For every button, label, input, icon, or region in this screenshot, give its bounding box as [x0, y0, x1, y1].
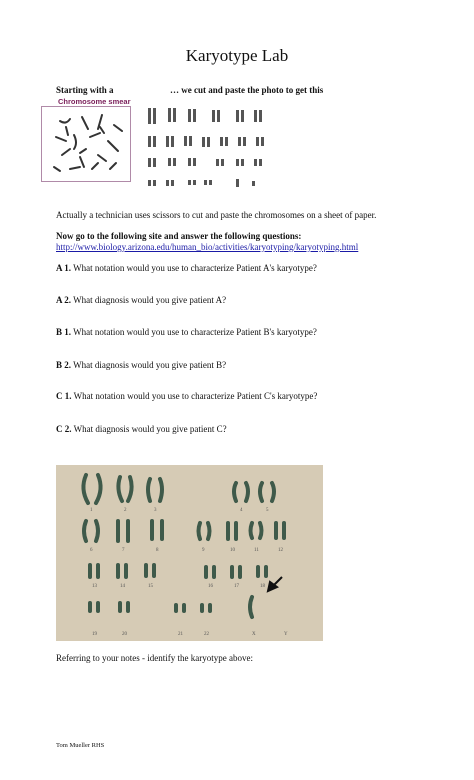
svg-text:6: 6: [90, 548, 93, 553]
svg-text:16: 16: [208, 584, 213, 589]
svg-text:18: 18: [260, 584, 265, 589]
question-text: What notation would you use to characterize Patient A's karyotype?: [73, 263, 317, 273]
intro-right-text: … we cut and paste the photo to get this: [170, 85, 324, 95]
smear-label: Chromosome smear: [58, 97, 131, 106]
intro-left-text: Starting with a: [56, 85, 114, 95]
question-c1: [56, 391, 317, 401]
svg-text:3: 3: [154, 508, 157, 513]
footer-author: Tom Mueller RHS: [56, 742, 105, 749]
svg-text:5: 5: [266, 508, 269, 513]
question-number: B 1.: [56, 327, 72, 337]
question-number: B 2.: [56, 360, 72, 370]
svg-text:7: 7: [122, 548, 125, 553]
question-c2: [56, 424, 227, 434]
svg-text:14: 14: [120, 584, 125, 589]
question-number: C 2.: [56, 424, 72, 434]
svg-text:X: X: [252, 632, 256, 637]
svg-text:13: 13: [92, 584, 97, 589]
svg-text:17: 17: [234, 584, 239, 589]
question-text: What notation would you use to characterize Patient C's karyotype?: [73, 391, 318, 401]
karyotyping-link[interactable]: http://www.biology.arizona.edu/human_bio/activities/karyotyping/karyotyping.html: [56, 242, 359, 252]
svg-text:15: 15: [148, 584, 153, 589]
question-a1: [56, 263, 317, 273]
question-number: C 1.: [56, 391, 72, 401]
question-text: What diagnosis would you give patient C?: [73, 424, 227, 434]
svg-text:4: 4: [240, 508, 243, 513]
svg-text:19: 19: [92, 632, 97, 637]
question-a2: [56, 295, 226, 305]
question-b1: [56, 327, 317, 337]
question-text: What diagnosis would you give patient A?: [73, 295, 227, 305]
karyotype-photo: [56, 465, 323, 641]
svg-text:22: 22: [204, 632, 209, 637]
chromosome-smear-image: [41, 106, 131, 182]
svg-text:1: 1: [90, 508, 93, 513]
page-title: Karyotype Lab: [185, 46, 289, 65]
svg-text:9: 9: [202, 548, 205, 553]
instructions-heading: Now go to the following site and answer the following questions:: [56, 231, 302, 241]
svg-text:Y: Y: [284, 632, 288, 637]
question-b2: [56, 360, 226, 370]
question-number: A 2.: [56, 295, 72, 305]
karyotype-arranged-image: [140, 102, 270, 194]
paragraph-technician: Actually a technician uses scissors to cut and paste the chromosomes on a sheet of paper.: [56, 210, 377, 220]
svg-text:20: 20: [122, 632, 127, 637]
svg-text:11: 11: [254, 548, 259, 553]
svg-text:10: 10: [230, 548, 235, 553]
question-text: What diagnosis would you give patient B?: [73, 360, 227, 370]
prompt-identify: Referring to your notes - identify the karyotype above:: [56, 653, 253, 663]
question-text: What notation would you use to characterize Patient B's karyotype?: [73, 327, 317, 337]
svg-text:8: 8: [156, 548, 159, 553]
question-number: A 1.: [56, 263, 72, 273]
svg-text:21: 21: [178, 632, 183, 637]
svg-text:12: 12: [278, 548, 283, 553]
svg-text:2: 2: [124, 508, 127, 513]
